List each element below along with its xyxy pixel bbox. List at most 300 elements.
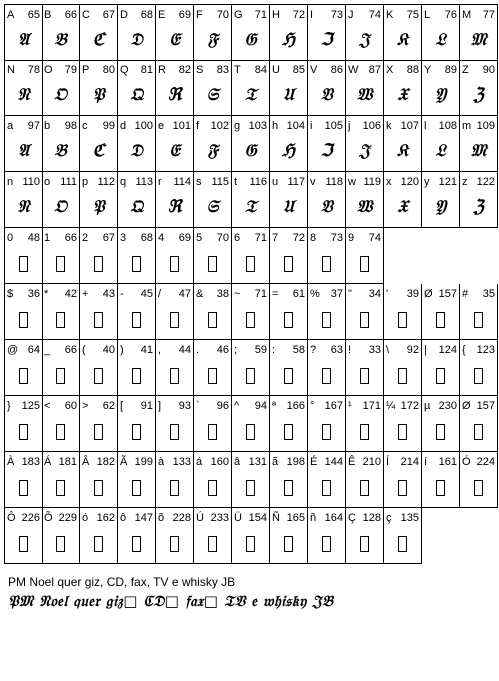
glyph-cell — [384, 116, 422, 172]
glyph-cell-header — [310, 63, 343, 77]
empty-box-icon — [19, 536, 28, 552]
glyph-cell-header — [158, 511, 191, 525]
character-code: 107 — [400, 120, 419, 132]
character-code: 43 — [102, 288, 115, 300]
blackletter-glyph: 𝔊 — [244, 30, 257, 50]
character-label: ? — [310, 344, 317, 356]
character-code: 181 — [58, 456, 77, 468]
character-label: w — [348, 176, 356, 188]
missing-glyph-box — [308, 528, 345, 558]
glyph-cell — [232, 4, 270, 61]
character-code: 71 — [254, 288, 267, 300]
glyph-cell-header — [120, 455, 153, 469]
glyph-cell-header — [7, 175, 40, 189]
glyph-cell — [384, 60, 422, 116]
glyph-cell-header — [424, 343, 457, 357]
character-code: 67 — [102, 9, 115, 21]
glyph-cell — [80, 340, 118, 396]
missing-glyph-box — [80, 528, 117, 558]
glyph-cell-header — [120, 287, 153, 301]
character-label: Á — [44, 456, 52, 468]
empty-box-icon — [322, 312, 331, 328]
character-label: W — [348, 64, 359, 76]
glyph-cell — [42, 228, 80, 284]
glyph-cell-header — [196, 119, 229, 133]
character-code: 165 — [286, 512, 305, 524]
character-label: l — [424, 120, 427, 132]
glyph-cell — [194, 60, 232, 116]
glyph-cell — [156, 228, 194, 284]
missing-glyph-box — [270, 528, 307, 558]
glyph-cell-header — [234, 175, 267, 189]
character-label: + — [82, 288, 89, 300]
glyph-cell — [346, 396, 384, 452]
character-label: , — [158, 344, 162, 356]
character-code: 35 — [482, 288, 495, 300]
character-label: ¼ — [386, 400, 396, 412]
glyph-cell-header — [348, 287, 381, 301]
glyph-cell-header — [310, 119, 343, 133]
glyph-cell-header — [196, 511, 229, 525]
character-code: 73 — [330, 232, 343, 244]
glyph-cell — [422, 60, 460, 116]
missing-glyph-box — [346, 472, 383, 502]
missing-glyph-box — [118, 472, 155, 502]
glyph-cell — [232, 508, 270, 564]
blackletter-glyph: 𝔐 — [470, 141, 487, 161]
character-label: r — [158, 176, 162, 188]
character-code: 80 — [102, 64, 115, 76]
character-label: ' — [386, 288, 389, 300]
blackletter-glyph: ℨ — [473, 197, 484, 217]
blackletter-glyph: 𝔇 — [130, 30, 143, 50]
character-label: s — [196, 176, 202, 188]
character-label: / — [158, 288, 162, 300]
missing-glyph-box — [194, 304, 231, 334]
character-label: G — [234, 9, 243, 21]
character-code: 44 — [178, 344, 191, 356]
missing-glyph-box — [270, 248, 307, 278]
glyph-cell — [384, 340, 422, 396]
character-label: T — [234, 64, 241, 76]
glyph-cell-header — [196, 455, 229, 469]
glyph-cell-header — [272, 175, 305, 189]
glyph-cell — [194, 508, 232, 564]
character-label: É — [310, 456, 318, 468]
character-code: 106 — [362, 120, 381, 132]
glyph-cell-header — [7, 119, 40, 133]
empty-box-icon — [94, 312, 103, 328]
missing-glyph-box — [194, 416, 231, 446]
character-label: U — [272, 64, 280, 76]
glyph-cell — [232, 116, 270, 172]
missing-glyph-box — [80, 416, 117, 446]
character-label: y — [424, 176, 430, 188]
glyph-cell-header — [272, 343, 305, 357]
missing-glyph-box — [5, 472, 42, 502]
glyph-cell — [194, 284, 232, 340]
glyph-cell-header — [234, 511, 267, 525]
glyph-cell — [4, 228, 43, 284]
character-code: 122 — [476, 176, 495, 188]
glyph-cell-header — [44, 399, 77, 413]
character-label: [ — [120, 400, 124, 412]
character-code: 36 — [27, 288, 40, 300]
glyph-cell-header — [158, 175, 191, 189]
empty-box-icon — [56, 424, 65, 440]
character-label: 0 — [7, 232, 14, 244]
missing-glyph-box — [270, 416, 307, 446]
blackletter-glyph: ℭ — [92, 30, 105, 50]
empty-box-icon — [398, 536, 407, 552]
character-code: 117 — [287, 176, 305, 188]
character-code: 111 — [60, 176, 77, 188]
character-code: 66 — [64, 232, 77, 244]
blackletter-glyph: 𝔗 — [244, 85, 257, 105]
character-label: b — [44, 120, 51, 132]
glyph-cell — [156, 340, 194, 396]
blackletter-glyph: 𝔚 — [356, 197, 373, 217]
glyph-cell — [460, 452, 498, 508]
glyph-cell — [308, 452, 346, 508]
glyph-cell — [346, 284, 384, 340]
character-label: x — [386, 176, 392, 188]
character-code: 63 — [330, 344, 343, 356]
glyph-cell-header — [82, 343, 115, 357]
glyph-cell-header — [7, 231, 40, 245]
empty-box-icon — [208, 256, 217, 272]
blackletter-glyph: 𝔘 — [283, 85, 294, 105]
glyph-cell-header — [272, 287, 305, 301]
character-label: N — [7, 64, 15, 76]
empty-box-icon — [436, 424, 445, 440]
character-code: 61 — [292, 288, 305, 300]
character-label: D — [120, 9, 128, 21]
glyph-cell-header — [310, 343, 343, 357]
blackletter-glyph: 𝔄 — [17, 30, 30, 50]
character-label: V — [310, 64, 318, 76]
glyph-cell-header — [272, 231, 305, 245]
missing-glyph-box — [232, 472, 269, 502]
character-label: B — [44, 9, 52, 21]
empty-box-icon — [398, 424, 407, 440]
glyph-cell — [422, 396, 460, 452]
character-code: 164 — [324, 512, 343, 524]
character-label: e — [158, 120, 165, 132]
missing-glyph-box — [156, 416, 193, 446]
character-code: 60 — [64, 400, 77, 412]
blackletter-glyph: 𝔅 — [54, 141, 67, 161]
character-label: X — [386, 64, 394, 76]
glyph-cell-header — [310, 8, 343, 22]
missing-glyph-box — [460, 472, 497, 502]
glyph-cell-header — [234, 63, 267, 77]
character-code: 119 — [363, 176, 381, 188]
empty-box-icon — [56, 536, 65, 552]
blackletter-glyph: 𝔙 — [320, 85, 333, 105]
glyph-cell — [42, 116, 80, 172]
glyph-cell-header — [82, 287, 115, 301]
glyph-cell-header — [386, 511, 419, 525]
glyph-cell — [384, 172, 422, 228]
character-code: 62 — [102, 400, 115, 412]
character-code: 75 — [406, 9, 419, 21]
glyph-cell-header — [386, 287, 419, 301]
missing-glyph-box — [346, 304, 383, 334]
character-label: k — [386, 120, 392, 132]
glyph-cell-header — [424, 399, 457, 413]
missing-glyph-box — [384, 416, 421, 446]
missing-glyph-box — [80, 248, 117, 278]
character-code: 147 — [134, 512, 153, 524]
character-label: u — [272, 176, 279, 188]
glyph-cell-header — [348, 8, 381, 22]
character-code: 154 — [248, 512, 267, 524]
glyph-cell-header — [386, 175, 419, 189]
character-label: Õ — [44, 512, 53, 524]
glyph-cell-header — [120, 511, 153, 525]
character-code: 108 — [438, 120, 457, 132]
missing-glyph-box — [156, 472, 193, 502]
character-code: 102 — [210, 120, 229, 132]
character-code: 48 — [27, 232, 40, 244]
empty-box-icon — [170, 480, 179, 496]
blackletter-glyph: 𝔇 — [130, 141, 143, 161]
empty-box-icon — [246, 424, 255, 440]
character-label: H — [272, 9, 280, 21]
missing-glyph-box — [460, 304, 497, 334]
character-code: 230 — [438, 400, 457, 412]
glyph-cell — [460, 284, 498, 340]
empty-box-icon — [208, 536, 217, 552]
glyph-cell-header — [272, 511, 305, 525]
character-label: ç — [386, 512, 392, 524]
character-label: 2 — [82, 232, 89, 244]
glyph-cell — [4, 340, 43, 396]
character-code: 224 — [476, 456, 495, 468]
character-code: 72 — [292, 232, 305, 244]
glyph-cell — [270, 340, 308, 396]
glyph-cell — [270, 452, 308, 508]
missing-glyph-box — [422, 472, 459, 502]
character-label: Ê — [348, 456, 356, 468]
character-label: h — [272, 120, 279, 132]
glyph-cell — [232, 396, 270, 452]
blackletter-glyph: 𝔑 — [17, 85, 30, 105]
character-code: 70 — [216, 232, 229, 244]
character-label: L — [424, 9, 431, 21]
character-code: 157 — [476, 400, 495, 412]
glyph-cell-header — [44, 8, 77, 22]
character-label: m — [462, 120, 472, 132]
glyph-cell — [232, 172, 270, 228]
character-code: 172 — [400, 400, 419, 412]
missing-glyph-box — [194, 528, 231, 558]
character-label: Ü — [234, 512, 242, 524]
character-code: 104 — [286, 120, 305, 132]
glyph-cell-header — [196, 399, 229, 413]
character-code: 210 — [362, 456, 381, 468]
glyph-cell — [346, 452, 384, 508]
glyph-cell-header — [234, 231, 267, 245]
missing-glyph-box — [346, 360, 383, 390]
character-label: ! — [348, 344, 352, 356]
sample-text-styled: 𝔓𝔐 𝔑𝔬𝔢𝔩 𝔮𝔲𝔢𝔯 𝔤𝔦𝔷□ ℭ𝔇□ 𝔣𝔞𝔵□ 𝔗𝔙 𝔢 𝔴𝔥𝔦𝔰𝔨𝔶 𝔍𝔅 — [8, 592, 334, 610]
glyph-cell-header — [462, 63, 495, 77]
glyph-cell-header — [462, 8, 495, 22]
character-label: À — [7, 456, 15, 468]
character-code: 65 — [27, 9, 40, 21]
character-label: Q — [120, 64, 129, 76]
character-code: 133 — [172, 456, 191, 468]
blackletter-glyph: ℌ — [282, 30, 295, 50]
missing-glyph-box — [80, 304, 117, 334]
empty-box-icon — [360, 424, 369, 440]
missing-glyph-box — [346, 528, 383, 558]
glyph-cell-header — [44, 63, 77, 77]
blackletter-glyph: 𝔓 — [92, 85, 105, 105]
blackletter-glyph: 𝔚 — [356, 85, 373, 105]
empty-box-icon — [474, 368, 483, 384]
glyph-cell-header — [120, 399, 153, 413]
blackletter-glyph: ℨ — [473, 85, 484, 105]
glyph-cell — [270, 228, 308, 284]
missing-glyph-box — [460, 416, 497, 446]
glyph-cell-header — [348, 231, 381, 245]
glyph-cell-header — [310, 175, 343, 189]
glyph-cell — [4, 508, 43, 564]
empty-box-icon — [208, 424, 217, 440]
glyph-cell — [308, 4, 346, 61]
empty-box-icon — [360, 256, 369, 272]
glyph-cell-header — [82, 231, 115, 245]
glyph-cell — [422, 116, 460, 172]
empty-box-icon — [284, 256, 293, 272]
character-label: Y — [424, 64, 432, 76]
glyph-cell — [270, 284, 308, 340]
character-code: 112 — [97, 176, 115, 188]
glyph-cell-header — [44, 511, 77, 525]
empty-box-icon — [398, 480, 407, 496]
glyph-cell-header — [7, 63, 40, 77]
blackletter-glyph: 𝔜 — [434, 197, 447, 217]
glyph-cell — [270, 172, 308, 228]
character-label: * — [44, 288, 49, 300]
glyph-cell-header — [158, 287, 191, 301]
character-label: 6 — [234, 232, 241, 244]
character-code: 214 — [400, 456, 419, 468]
character-code: 115 — [211, 176, 229, 188]
character-code: 58 — [292, 344, 305, 356]
missing-glyph-box — [232, 528, 269, 558]
glyph-cell — [4, 284, 43, 340]
missing-glyph-box — [384, 528, 421, 558]
character-label: \ — [386, 344, 390, 356]
blackletter-glyph: 𝔖 — [206, 197, 219, 217]
character-code: 103 — [248, 120, 267, 132]
character-map-grid — [4, 4, 496, 568]
character-code: 83 — [216, 64, 229, 76]
missing-glyph-box — [270, 304, 307, 334]
missing-glyph-box — [118, 360, 155, 390]
blackletter-glyph: 𝔏 — [435, 30, 446, 50]
empty-box-icon — [284, 536, 293, 552]
character-code: 101 — [172, 120, 191, 132]
character-code: 162 — [96, 512, 115, 524]
glyph-cell-header — [462, 455, 495, 469]
missing-glyph-box — [5, 360, 42, 390]
missing-glyph-box — [384, 360, 421, 390]
glyph-cell-header — [196, 343, 229, 357]
glyph-cell-header — [462, 399, 495, 413]
character-label: Ø — [462, 400, 471, 412]
glyph-cell-header — [272, 63, 305, 77]
character-code: 34 — [368, 288, 381, 300]
blackletter-glyph: 𝔛 — [397, 85, 408, 105]
character-code: 114 — [173, 176, 191, 188]
missing-glyph-box — [308, 360, 345, 390]
character-label: Ç — [348, 512, 356, 524]
character-label: E — [158, 9, 166, 21]
glyph-cell-header — [7, 511, 40, 525]
empty-box-icon — [56, 312, 65, 328]
glyph-cell-header — [44, 455, 77, 469]
glyph-cell — [156, 396, 194, 452]
glyph-cell-header — [424, 287, 457, 301]
glyph-cell — [118, 228, 156, 284]
character-code: 69 — [178, 232, 191, 244]
glyph-cell-header — [462, 175, 495, 189]
glyph-cell — [460, 116, 498, 172]
character-label: ¹ — [348, 400, 352, 412]
glyph-cell-header — [234, 343, 267, 357]
empty-box-icon — [19, 480, 28, 496]
glyph-cell — [80, 60, 118, 116]
glyph-cell-header — [462, 287, 495, 301]
empty-box-icon — [170, 256, 179, 272]
character-code: 199 — [134, 456, 153, 468]
blackletter-glyph: 𝔔 — [130, 85, 143, 105]
glyph-cell — [80, 284, 118, 340]
glyph-cell — [346, 116, 384, 172]
blackletter-glyph: 𝔒 — [54, 85, 67, 105]
missing-glyph-box — [118, 248, 155, 278]
blackletter-glyph: ℭ — [92, 141, 105, 161]
glyph-cell — [42, 172, 80, 228]
missing-glyph-box — [460, 360, 497, 390]
glyph-cell-header — [44, 175, 77, 189]
glyph-cell — [4, 116, 43, 172]
glyph-cell-header — [196, 63, 229, 77]
glyph-cell-header — [348, 119, 381, 133]
character-code: 42 — [64, 288, 77, 300]
empty-box-icon — [19, 368, 28, 384]
glyph-cell-header — [44, 287, 77, 301]
glyph-cell — [346, 4, 384, 61]
character-label: & — [196, 288, 204, 300]
blackletter-glyph: 𝔒 — [54, 197, 67, 217]
glyph-cell — [118, 396, 156, 452]
empty-box-icon — [208, 368, 217, 384]
character-label: " — [348, 288, 352, 300]
glyph-cell-header — [234, 287, 267, 301]
blackletter-glyph: 𝔍 — [359, 30, 370, 50]
glyph-cell — [118, 508, 156, 564]
character-label: j — [348, 120, 351, 132]
glyph-cell — [80, 228, 118, 284]
character-label: à — [158, 456, 165, 468]
glyph-cell — [80, 172, 118, 228]
